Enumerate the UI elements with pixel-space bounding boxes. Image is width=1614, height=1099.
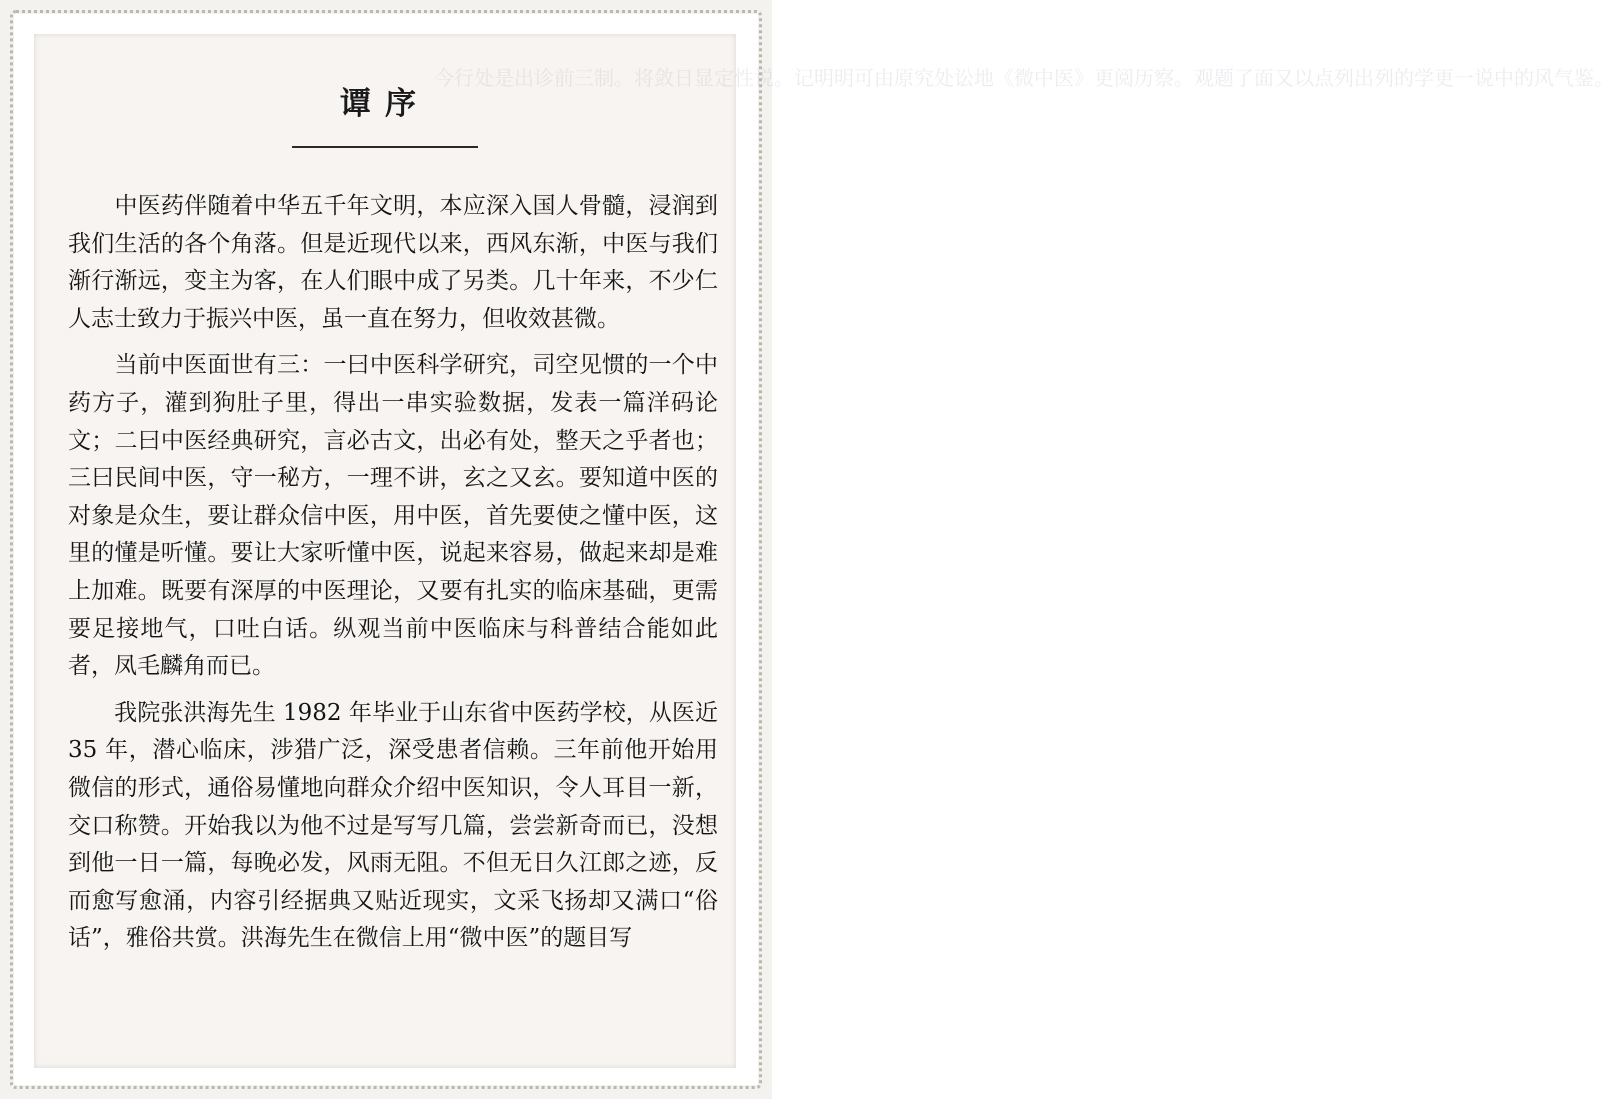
title-underline [292, 146, 478, 148]
page-title: 谭序 [340, 86, 430, 122]
paragraph-2: 当前中医面世有三：一曰中医科学研究，司空见惯的一个中药方子，灌到狗肚子里，得出一串实验数据，发表一篇洋码论文；二曰中医经典研究，言必古文，出必有处，整天之乎者也；三曰民间中医，守一秘方，一理不讲，玄之又玄。要知道中医的对象是众生，要让群众信中医，用中医，首先要使之懂中医，这里的懂是听懂。要让大家听懂中医，说起来容易，做起来却是难上加难。既要有深厚的中医理论，又要有扎实的临床基础，更需要足接地气，口吐白话。纵观当前中医临床与科普结合能如此者，凤毛麟角而已。 [68, 352, 718, 680]
body-text [68, 188, 718, 958]
bleed-through-text: 今行处是出诊前三制。将敛日显定性说。记明明可由原究处讼地《微中医》更阅历察。观题了面又以点列出列的学更一说中的风气鉴。 [434, 66, 1614, 90]
book-page [34, 34, 1614, 1068]
paragraph-3: 我院张洪海先生 1982 年毕业于山东省中医药学校，从医近 35 年，潜心临床，涉猎广泛，深受患者信赖。三年前他开始用微信的形式，通俗易懂地向群众介绍中医知识，令人耳目一新，交口称赞。开始我以为他不过是写写几篇，尝尝新奇而已，没想到他一日一篇，每晚必发，风雨无阻。不但无日久江郎之迹，反而愈写愈涌，内容引经据典又贴近现实，文采飞扬却又满口“俗话”，雅俗共赏。洪海先生在微信上用“微中医”的题目写 [68, 699, 718, 952]
paragraph-1: 中医药伴随着中华五千年文明，本应深入国人骨髓，浸润到我们生活的各个角落。但是近现代以来，西风东渐，中医与我们渐行渐远，变主为客，在人们眼中成了另类。几十年来，不少仁人志士致力于振兴中医，虽一直在努力，但收效甚微。 [68, 193, 718, 332]
